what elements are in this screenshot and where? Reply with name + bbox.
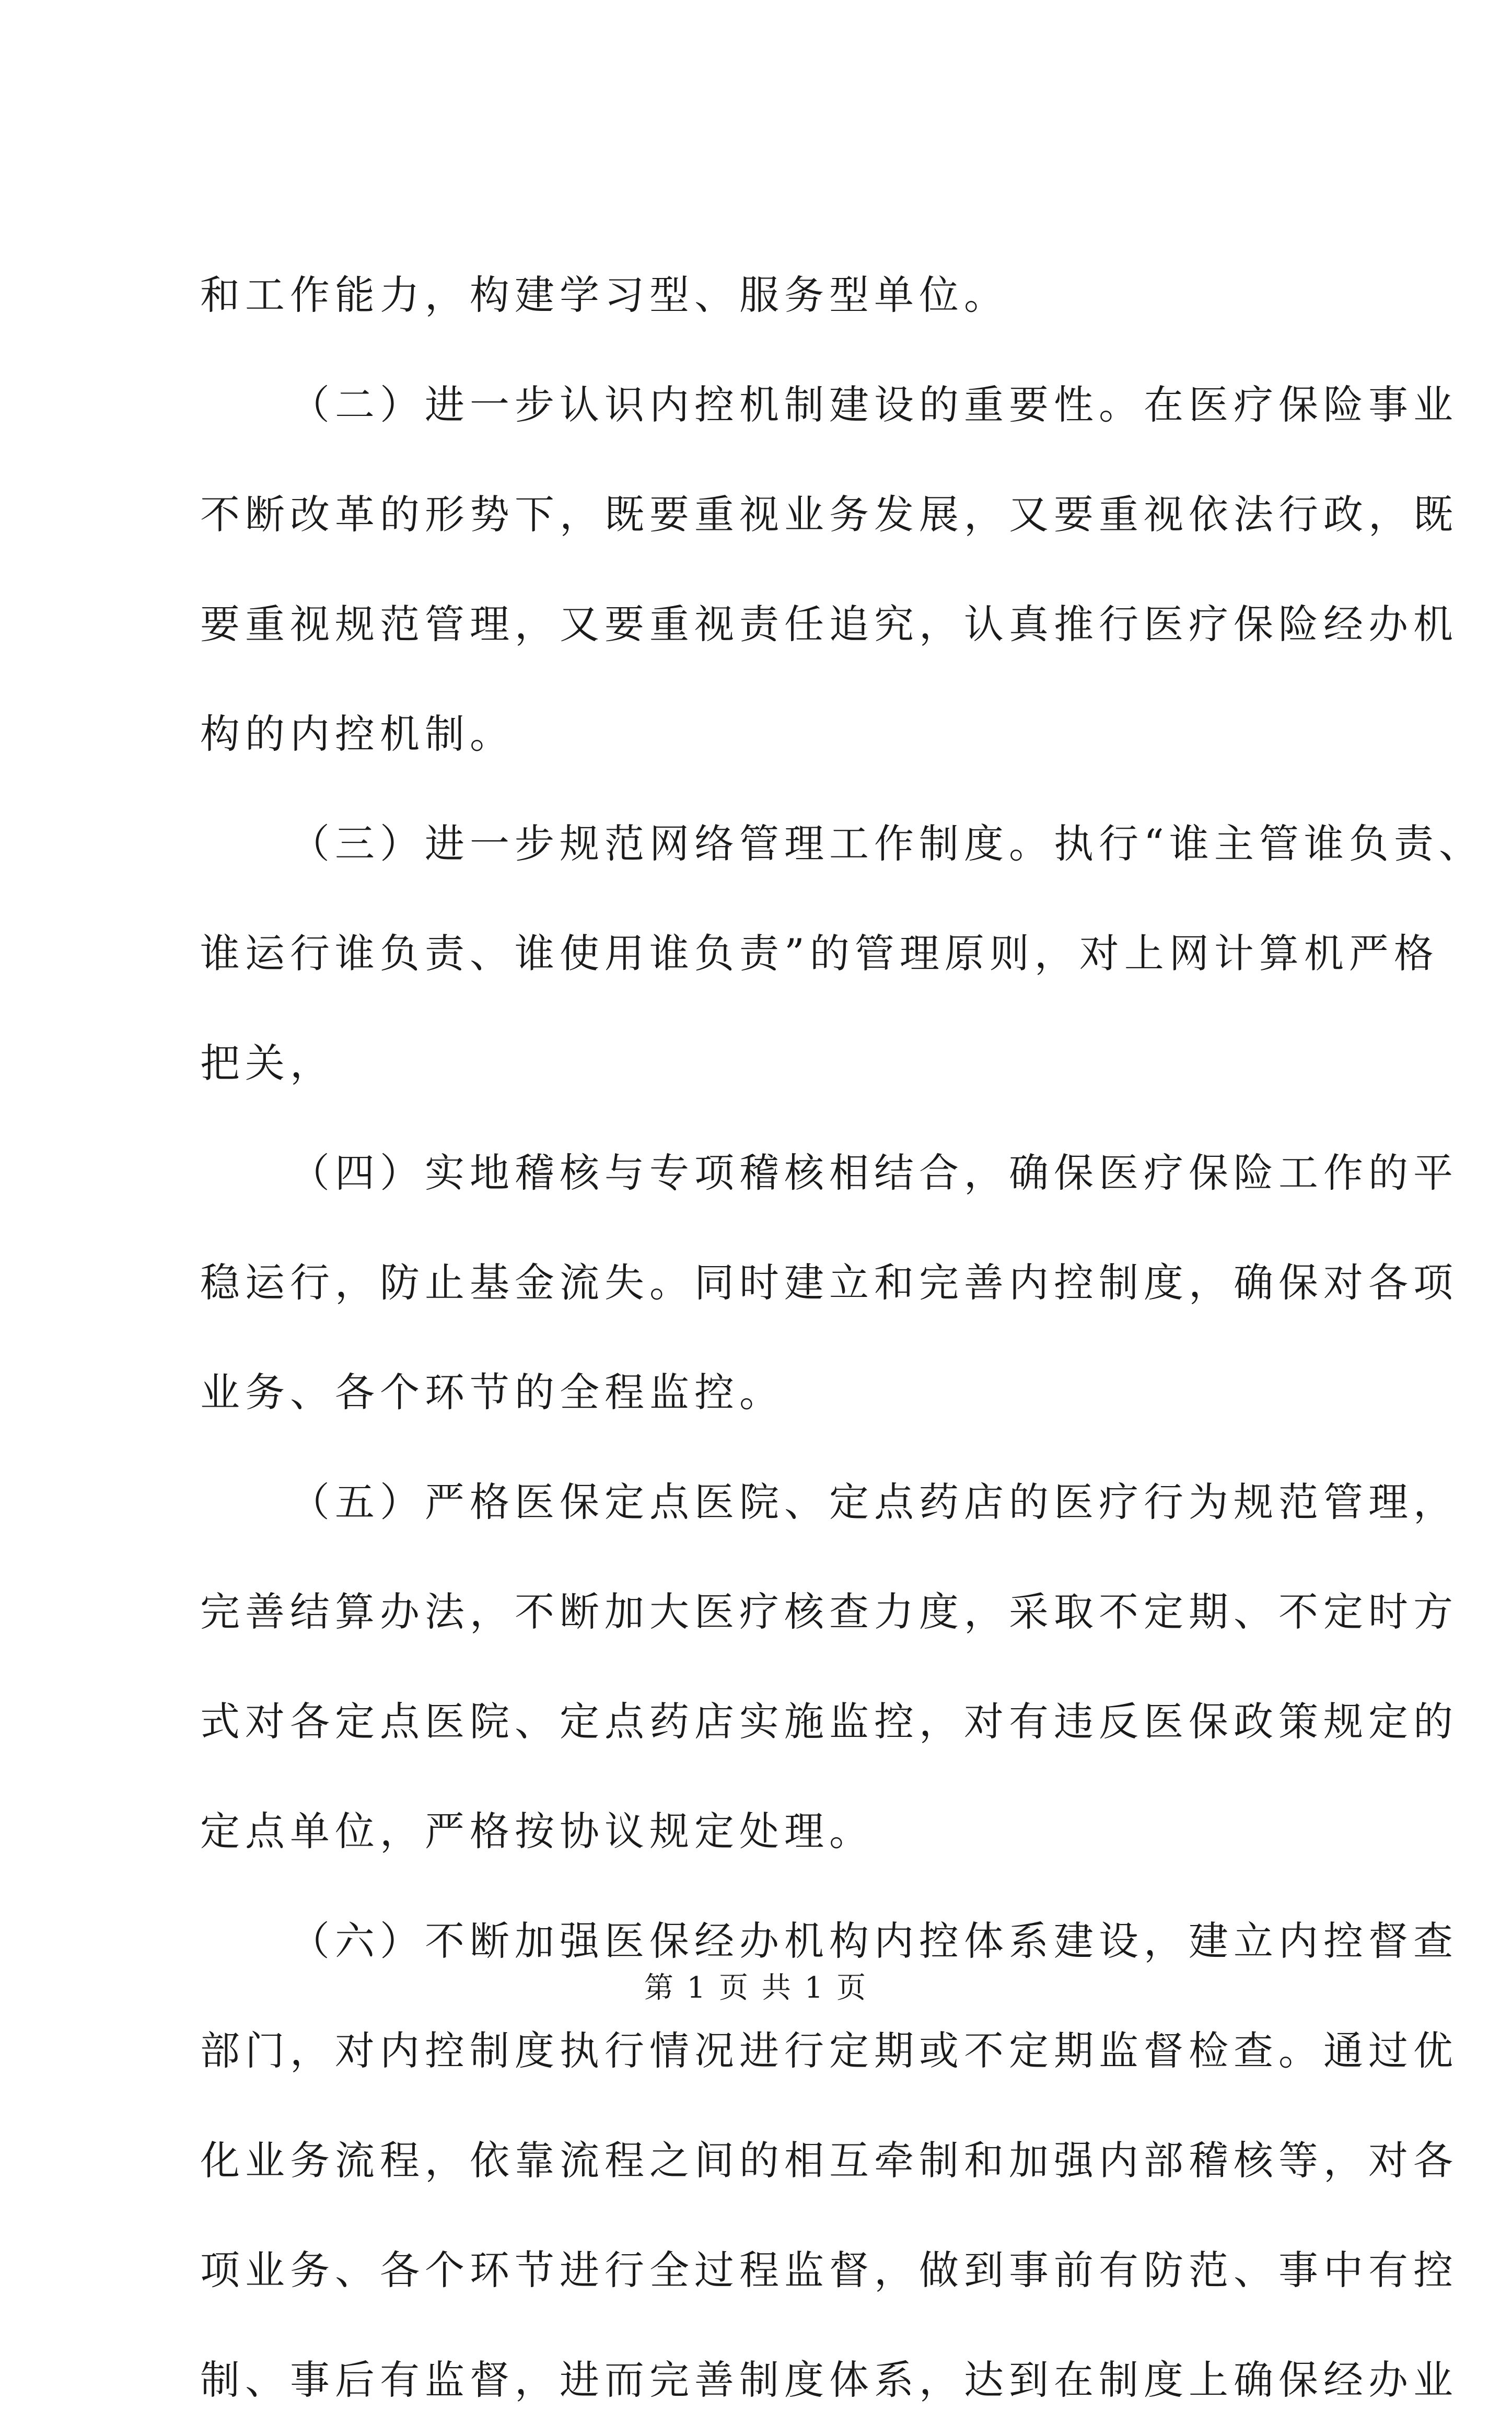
text-line: 和工作能力，构建学习型、服务型单位。: [200, 272, 1009, 318]
document-body: [200, 240, 1484, 2435]
text-line: 要重视规范管理，又要重视责任追究，认真推行医疗保险经办机: [200, 601, 1458, 647]
text-line: 部门，对内控制度执行情况进行定期或不定期监督检查。通过优: [200, 2027, 1458, 2074]
text-line: 构的内控机制。: [200, 711, 515, 757]
text-line: 式对各定点医院、定点药店实施监控，对有违反医保政策规定的: [200, 1698, 1458, 1745]
text-line: （五）严格医保定点医院、定点药店的医疗行为规范管理，: [290, 1479, 1458, 1525]
text-line: 谁运行谁负责、谁使用谁负责”的管理原则，对上网计算机严格: [200, 930, 1439, 977]
text-line: 制、事后有监督，进而完善制度体系，达到在制度上确保经办业: [200, 2357, 1458, 2403]
page-footer: 第 1 页 共 1 页: [644, 1971, 868, 2005]
text-line: 把关，: [200, 1040, 335, 1086]
text-line: 稳运行，防止基金流失。同时建立和完善内控制度，确保对各项: [200, 1259, 1458, 1306]
text-line: 完善结算办法，不断加大医疗核查力度，采取不定期、不定时方: [200, 1588, 1458, 1635]
text-line: 不断改革的形势下，既要重视业务发展，又要重视依法行政，既: [200, 491, 1458, 538]
text-line: 化业务流程，依靠流程之间的相互牵制和加强内部稽核等，对各: [200, 2137, 1458, 2184]
text-line: （四）实地稽核与专项稽核相结合，确保医疗保险工作的平: [290, 1150, 1458, 1196]
text-line: （二）进一步认识内控机制建设的重要性。在医疗保险事业: [290, 381, 1458, 428]
text-line: （六）不断加强医保经办机构内控体系建设，建立内控督查: [290, 1918, 1458, 1964]
text-line: 定点单位，严格按协议规定处理。: [200, 1808, 874, 1854]
text-line: （三）进一步规范网络管理工作制度。执行“谁主管谁负责、: [290, 820, 1484, 867]
text-line: 项业务、各个环节进行全过程监督，做到事前有防范、事中有控: [200, 2247, 1458, 2293]
text-line: 业务、各个环节的全程监控。: [200, 1369, 784, 1416]
